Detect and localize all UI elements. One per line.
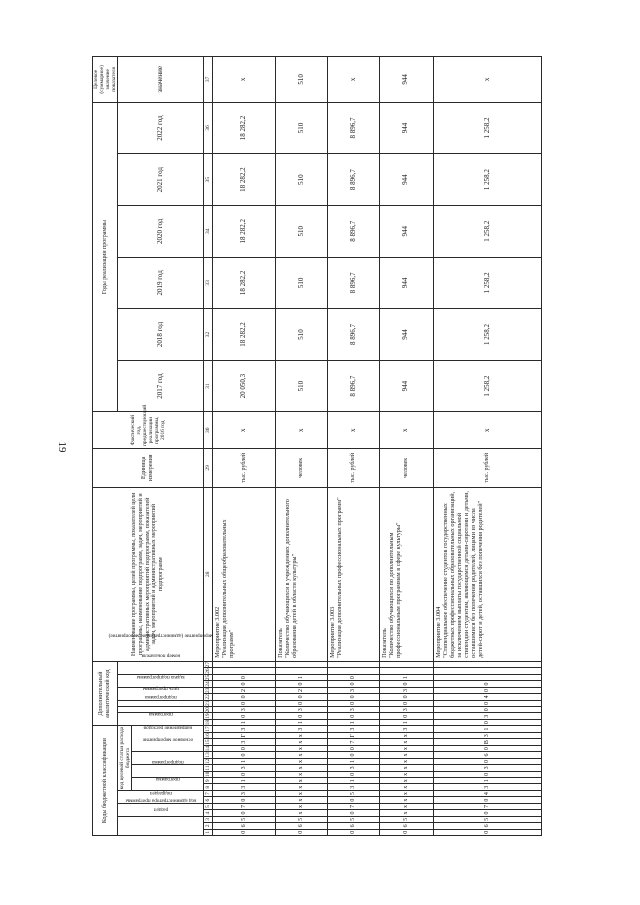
- code-cell: х: [379, 803, 433, 809]
- column-number: 21: [205, 700, 212, 707]
- row-base-year: х: [433, 412, 541, 449]
- code-cell: х: [276, 771, 328, 777]
- row-year-value: 944: [379, 205, 433, 257]
- row-year-value: 18 282,2: [213, 257, 276, 309]
- header-add-indicator: номер показателя: [118, 661, 204, 674]
- rotated-table-wrapper: [92, 56, 542, 836]
- header-year-2022: 2022 год: [118, 102, 204, 154]
- row-year-value: 510: [276, 154, 328, 206]
- code-cell: 3: [328, 687, 380, 693]
- row-year-value: 18 282,2: [213, 309, 276, 361]
- row-event-3-004: [433, 57, 541, 836]
- row-year-value: 1 258,2: [433, 257, 541, 309]
- code-cell: Г: [328, 733, 380, 739]
- column-number: 1: [205, 830, 212, 834]
- code-cell: 0: [379, 694, 433, 700]
- column-number: 17: [205, 726, 212, 732]
- code-cell: х: [276, 733, 328, 739]
- code-cell: 1: [213, 719, 276, 725]
- code-cell: 3: [328, 784, 380, 790]
- code-cell: 0: [433, 681, 541, 687]
- code-cell: 0: [213, 771, 276, 777]
- code-cell: х: [379, 797, 433, 803]
- column-number: 32: [204, 309, 213, 361]
- row-name: Мероприятие 3.004 "Стипендиальное обеспечение студентов государственных бюджетных профессиональных образовательных организаций, за исключением выплаты государственной социальной стипендии студентам, являющимся детьми-сиротами и детьми, оставшимися без попечения родителей, лицами из числа детей-сирот и детей, оставшихся без попечения родителей": [433, 487, 541, 661]
- code-cell: 6: [328, 823, 380, 829]
- column-number: 35: [204, 154, 213, 206]
- code-cell: 6: [379, 823, 433, 829]
- code-cell: [213, 668, 276, 674]
- code-cell: 7: [328, 739, 380, 745]
- code-cell: х: [276, 739, 328, 745]
- row-name: Показатель "Количество обучающихся в учреждениях дополнительного образования детей в области культуры": [276, 487, 328, 661]
- row-year-value: 510: [276, 257, 328, 309]
- code-cell: 1: [379, 719, 433, 725]
- header-year-2021: 2021 год: [118, 154, 204, 206]
- code-cell: [328, 668, 380, 674]
- code-cell: 0: [276, 713, 328, 719]
- row-total: 944: [379, 57, 433, 103]
- code-cell: 0: [433, 810, 541, 816]
- row-year-value: 944: [379, 102, 433, 154]
- row-total: 510: [276, 57, 328, 103]
- code-cell: 3: [433, 713, 541, 719]
- code-cell: 3: [328, 765, 380, 771]
- code-cell: 0: [433, 758, 541, 764]
- row-year-value: 944: [379, 309, 433, 361]
- header-base-year-column: Фактический год, предшествующий реализации программы, 2016 год: [93, 412, 204, 449]
- code-cell: 3: [213, 707, 276, 713]
- code-cell: 0: [276, 681, 328, 687]
- code-cell: 0: [328, 810, 380, 816]
- code-cell: 0: [379, 681, 433, 687]
- code-cell: [433, 674, 541, 680]
- code-cell: 0: [328, 752, 380, 758]
- code-cell: 6: [433, 823, 541, 829]
- row-year-value: 510: [276, 360, 328, 412]
- column-number: 3: [205, 818, 212, 821]
- code-cell: 0: [433, 829, 541, 835]
- row-total: х: [328, 57, 380, 103]
- code-cell: 3: [433, 784, 541, 790]
- code-cell: 3: [328, 707, 380, 713]
- column-number: 10: [205, 771, 212, 778]
- code-cell: х: [276, 745, 328, 751]
- code-cell: 7: [433, 803, 541, 809]
- code-cell: 0: [328, 771, 380, 777]
- code-cell: 1: [328, 778, 380, 784]
- code-cell: 7: [328, 803, 380, 809]
- column-number: 13: [205, 752, 212, 758]
- code-cell: [433, 668, 541, 674]
- row-year-value: 944: [379, 257, 433, 309]
- row-name: Мероприятие 3.002 "Реализация дополнительных общеобразовательных программ": [213, 487, 276, 661]
- code-cell: х: [276, 778, 328, 784]
- row-year-value: 18 282,2: [213, 154, 276, 206]
- code-cell: 3: [213, 726, 276, 733]
- column-number: 18: [205, 719, 212, 726]
- column-number: 4: [205, 811, 212, 815]
- code-cell: [276, 661, 328, 668]
- code-cell: х: [379, 733, 433, 739]
- code-cell: 0: [276, 700, 328, 706]
- code-cell: 1: [213, 778, 276, 784]
- code-cell: 0: [213, 810, 276, 816]
- code-cell: 0: [213, 681, 276, 687]
- header-admin-code: код администратора программы: [118, 816, 204, 835]
- header-year-2018: 2018 год: [118, 309, 204, 361]
- code-cell: х: [379, 790, 433, 796]
- column-number: 27: [205, 661, 212, 668]
- code-cell: 6: [433, 752, 541, 758]
- code-cell: 5: [328, 790, 380, 796]
- column-number: 2: [205, 824, 212, 828]
- column-number: 22: [205, 694, 212, 700]
- code-cell: 0: [328, 681, 380, 687]
- header-add-goal: цель программы: [118, 700, 204, 706]
- header-budget-classification: Коды бюджетной классификации: [93, 726, 118, 836]
- code-cell: х: [276, 810, 328, 816]
- code-cell: 0: [379, 700, 433, 706]
- header-add-subprogram: подпрограмма: [118, 707, 204, 713]
- code-cell: 0: [328, 694, 380, 700]
- row-year-value: 8 896,7: [328, 154, 380, 206]
- row-year-value: 510: [276, 102, 328, 154]
- code-cell: 3: [213, 739, 276, 745]
- code-cell: х: [276, 790, 328, 796]
- header-program: программа: [132, 778, 204, 791]
- row-event-3-003: [328, 57, 380, 836]
- row-total: х: [433, 57, 541, 103]
- code-cell: 3: [379, 707, 433, 713]
- code-cell: 0: [379, 829, 433, 835]
- row-base-year: х: [328, 412, 380, 449]
- code-cell: 1: [379, 674, 433, 680]
- column-number: 12: [205, 758, 212, 765]
- code-cell: 0: [433, 707, 541, 713]
- row-indicator-3-003: [379, 57, 433, 836]
- row-year-value: 8 896,7: [328, 360, 380, 412]
- code-cell: 0: [328, 745, 380, 751]
- code-cell: 0: [213, 713, 276, 719]
- header-total-group: Целевое (суммарное) значение показателя: [93, 57, 118, 103]
- column-number: 8: [205, 785, 212, 789]
- row-year-value: 1 258,2: [433, 205, 541, 257]
- column-number-row: [204, 57, 213, 836]
- code-cell: 0: [213, 674, 276, 680]
- code-cell: х: [379, 778, 433, 784]
- code-cell: 2: [213, 687, 276, 693]
- code-cell: 7: [213, 803, 276, 809]
- code-cell: 0: [213, 797, 276, 803]
- code-cell: х: [379, 765, 433, 771]
- code-cell: х: [379, 739, 433, 745]
- code-cell: 0: [213, 829, 276, 835]
- column-number: 34: [204, 205, 213, 257]
- header-target-article: код целевой статьи расхода бюджета: [118, 726, 131, 790]
- code-cell: 0: [433, 745, 541, 751]
- row-base-year: х: [276, 412, 328, 449]
- column-number: 33: [204, 257, 213, 309]
- code-cell: 0: [328, 829, 380, 835]
- code-cell: 0: [213, 752, 276, 758]
- code-cell: В: [433, 739, 541, 745]
- code-cell: [433, 661, 541, 668]
- column-number: 29: [204, 448, 213, 487]
- column-number: 6: [205, 798, 212, 802]
- code-cell: 0: [433, 771, 541, 777]
- header-add-task: задача подпрограммы: [118, 687, 204, 700]
- header-year-2019: 2019 год: [118, 257, 204, 309]
- row-year-value: 1 258,2: [433, 102, 541, 154]
- code-cell: [379, 668, 433, 674]
- column-number: 31: [204, 360, 213, 412]
- row-unit: тыс. рублей: [433, 448, 541, 487]
- code-cell: 6: [213, 823, 276, 829]
- row-year-value: 1 258,2: [433, 309, 541, 361]
- code-cell: х: [379, 784, 433, 790]
- code-cell: 1: [213, 758, 276, 764]
- header-total-value: значение: [118, 57, 204, 103]
- header-subsection: подраздел: [118, 790, 204, 803]
- code-cell: [328, 661, 380, 668]
- code-cell: 3: [276, 707, 328, 713]
- code-cell: 3: [213, 790, 276, 796]
- row-unit: человек: [379, 448, 433, 487]
- code-cell: х: [276, 797, 328, 803]
- code-cell: 4: [433, 790, 541, 796]
- code-cell: 4: [433, 694, 541, 700]
- code-cell: 0: [433, 700, 541, 706]
- code-cell: 0: [328, 713, 380, 719]
- column-number: 30: [204, 412, 213, 449]
- code-cell: 1: [433, 778, 541, 784]
- row-unit: человек: [276, 448, 328, 487]
- column-number: 26: [205, 668, 212, 674]
- header-additional-code: Дополнительный аналитический код: [93, 661, 118, 725]
- code-cell: 3: [433, 765, 541, 771]
- header-years-group: Годы реализации программы: [93, 102, 118, 412]
- row-year-value: 8 896,7: [328, 205, 380, 257]
- header-add-event: мероприятие (административное мероприятие): [118, 674, 204, 687]
- row-year-value: 1 258,2: [433, 360, 541, 412]
- row-year-value: 8 896,7: [328, 257, 380, 309]
- code-cell: 3: [213, 784, 276, 790]
- page-number: 19: [56, 441, 68, 453]
- code-cell: [276, 668, 328, 674]
- code-cell: 3: [379, 726, 433, 733]
- code-cell: [379, 661, 433, 668]
- code-cell: 5: [433, 816, 541, 822]
- code-cell: 5: [213, 816, 276, 822]
- code-cell: х: [379, 758, 433, 764]
- header-name-column: Наименование программы, целей программы, показателей цели программы, наименование подпрограмм, задач, мероприятий и административных мероприятий подпрограмм, показателей задач, мероприятий и административных мероприятий подпрограмм: [93, 487, 204, 661]
- code-cell: 5: [379, 816, 433, 822]
- row-year-value: 8 896,7: [328, 102, 380, 154]
- column-number: 7: [205, 792, 212, 796]
- code-cell: х: [379, 810, 433, 816]
- code-cell: 0: [379, 713, 433, 719]
- row-year-value: 18 282,2: [213, 102, 276, 154]
- code-cell: 3: [213, 765, 276, 771]
- row-year-value: 944: [379, 360, 433, 412]
- code-cell: 0: [276, 694, 328, 700]
- row-year-value: 20 050,3: [213, 360, 276, 412]
- row-year-value: 944: [379, 154, 433, 206]
- row-unit: тыс. рублей: [213, 448, 276, 487]
- column-number: 19: [205, 713, 212, 719]
- code-cell: 0: [213, 694, 276, 700]
- row-unit: тыс. рублей: [328, 448, 380, 487]
- code-cell: х: [379, 752, 433, 758]
- column-number: 23: [205, 687, 212, 694]
- code-cell: 1: [276, 719, 328, 725]
- code-cell: 2: [276, 687, 328, 693]
- column-number: 20: [205, 706, 212, 713]
- header-subprogram: подпрограмма: [132, 765, 204, 778]
- code-cell: 5: [328, 816, 380, 822]
- column-number: 28: [204, 487, 213, 661]
- code-cell: 0: [433, 797, 541, 803]
- code-cell: 3: [328, 726, 380, 733]
- code-cell: 1: [433, 726, 541, 733]
- column-number: 37: [204, 57, 213, 103]
- column-number: 5: [205, 805, 212, 808]
- header-year-2020: 2020 год: [118, 205, 204, 257]
- header-main-event: основное мероприятие: [132, 752, 204, 765]
- column-number: 25: [205, 674, 212, 681]
- table-body: [213, 57, 542, 836]
- code-cell: 0: [276, 829, 328, 835]
- code-cell: 0: [328, 797, 380, 803]
- code-cell: 3: [433, 733, 541, 739]
- code-cell: х: [276, 752, 328, 758]
- row-event-3-002: [213, 57, 276, 836]
- header-year-2017: 2017 год: [118, 360, 204, 412]
- code-cell: 0: [213, 745, 276, 751]
- header-add-program: программа: [118, 713, 204, 726]
- code-cell: х: [379, 745, 433, 751]
- code-cell: 1: [276, 674, 328, 680]
- code-cell: х: [276, 784, 328, 790]
- code-cell: Г: [213, 733, 276, 739]
- code-cell: 0: [328, 700, 380, 706]
- code-cell: 5: [276, 816, 328, 822]
- column-number: 14: [205, 745, 212, 752]
- row-name: Показатель "Количество обучающихся по дополнительным профессиональным программам в сфере культуры": [379, 487, 433, 661]
- row-name: Мероприятие 3.003 "Реализация дополнительных профессиональных программ": [328, 487, 380, 661]
- code-cell: 3: [276, 726, 328, 733]
- row-year-value: 510: [276, 205, 328, 257]
- column-number: 11: [205, 765, 212, 771]
- code-cell: х: [276, 803, 328, 809]
- code-cell: [213, 661, 276, 668]
- row-base-year: х: [379, 412, 433, 449]
- code-cell: 0: [433, 687, 541, 693]
- header-section: раздел: [118, 803, 204, 816]
- code-cell: 0: [328, 674, 380, 680]
- column-number: 36: [204, 102, 213, 154]
- row-total: х: [213, 57, 276, 103]
- column-number: 24: [205, 681, 212, 687]
- row-year-value: 1 258,2: [433, 154, 541, 206]
- row-indicator-3-002: [276, 57, 328, 836]
- row-year-value: 8 896,7: [328, 309, 380, 361]
- code-cell: х: [276, 758, 328, 764]
- code-cell: х: [276, 765, 328, 771]
- code-cell: х: [379, 771, 433, 777]
- column-number: 9: [205, 779, 212, 783]
- budget-classification-table: [92, 56, 542, 836]
- header-unit-column: Единица измерения: [93, 448, 204, 487]
- row-year-value: 18 282,2: [213, 205, 276, 257]
- code-cell: 1: [328, 719, 380, 725]
- column-number: 15: [205, 739, 212, 745]
- code-cell: 1: [328, 758, 380, 764]
- row-year-value: 510: [276, 309, 328, 361]
- row-base-year: х: [213, 412, 276, 449]
- code-cell: 0: [433, 719, 541, 725]
- code-cell: 0: [213, 700, 276, 706]
- code-cell: 3: [379, 687, 433, 693]
- code-cell: 6: [276, 823, 328, 829]
- header-expense-direction: направление расходов: [132, 726, 204, 752]
- column-number: 16: [205, 732, 212, 739]
